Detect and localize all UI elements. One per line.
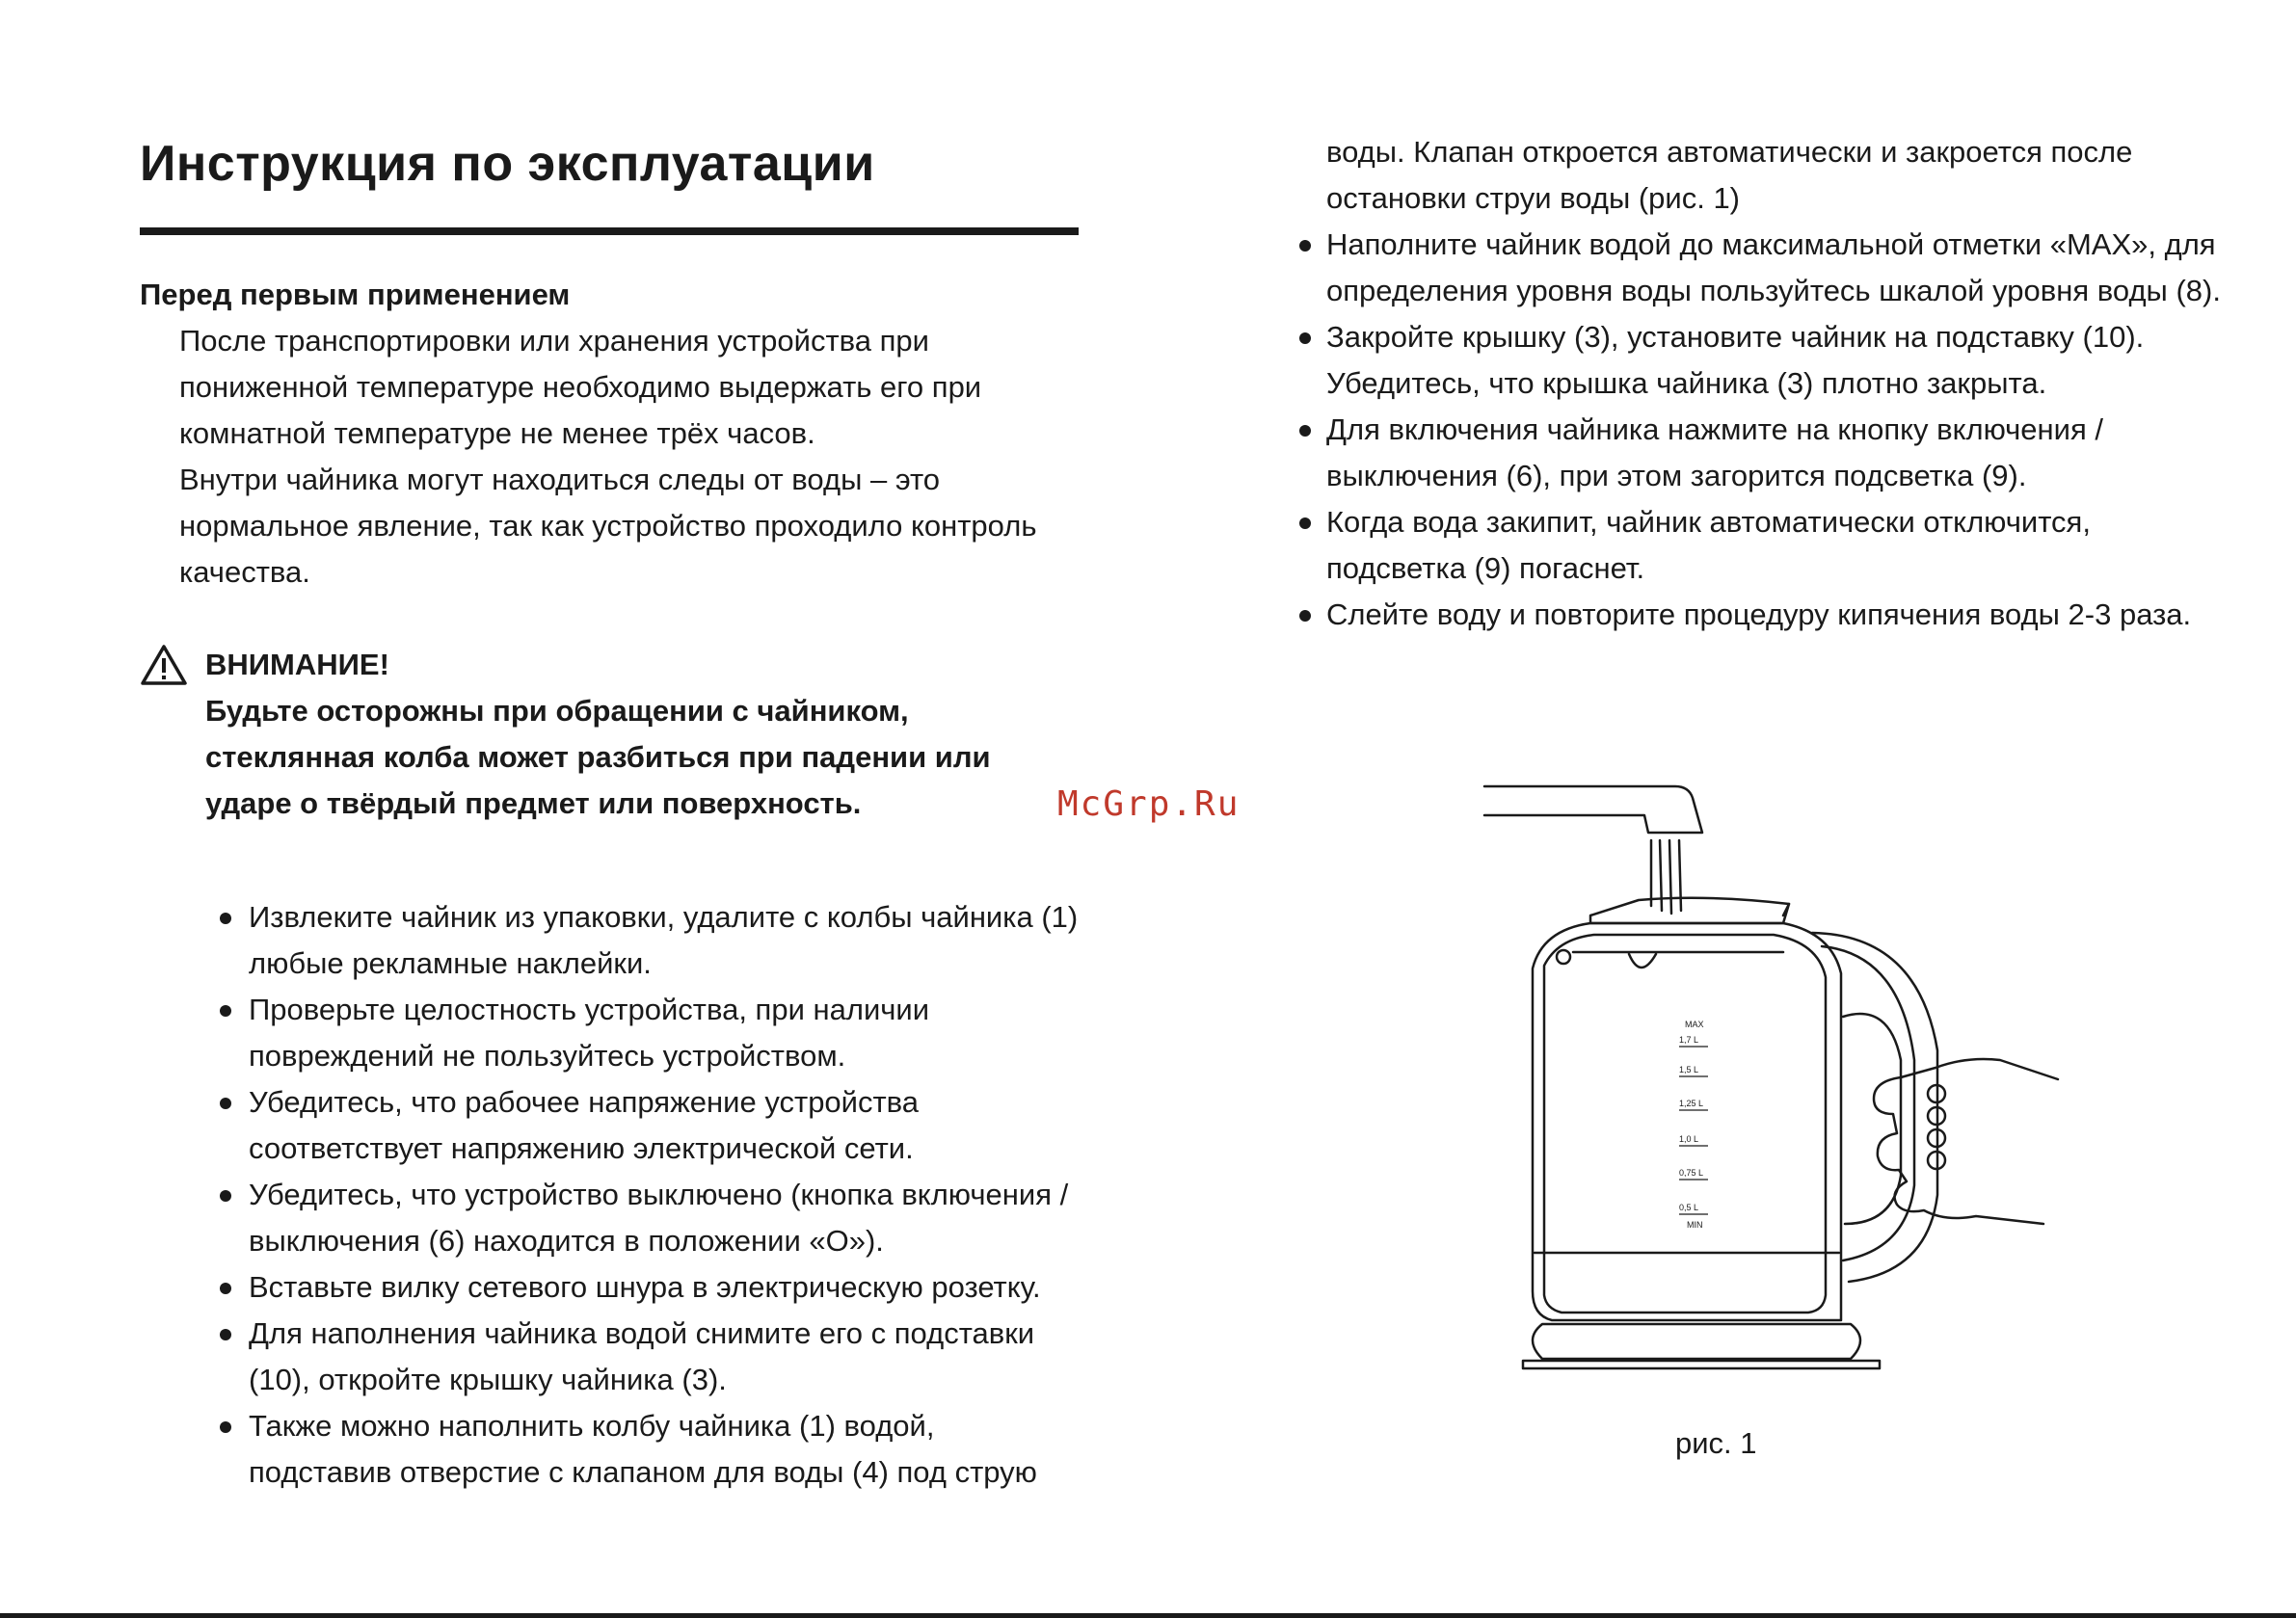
watermark: McGrp.Ru [1057, 784, 1241, 824]
water-level-scale [1679, 1020, 1708, 1230]
list-item: Убедитесь, что устройство выключено (кнопка включения / выключения (6) находится в положении «O»). [249, 1172, 1084, 1264]
list-item: Когда вода закипит, чайник автоматически отключится, подсветка (9) погаснет. [1326, 499, 2223, 592]
section-heading: Перед первым применением [140, 278, 571, 311]
scale-mark: 1,0 L [1679, 1134, 1699, 1144]
bottom-divider [0, 1613, 2296, 1618]
scale-mark: MAX [1685, 1020, 1704, 1029]
scale-mark: 1,5 L [1679, 1065, 1699, 1074]
scale-mark: MIN [1687, 1220, 1703, 1230]
title-divider [140, 227, 1079, 235]
intro-block [140, 318, 1084, 596]
list-item: Также можно наполнить колбу чайника (1) водой, подставив отверстие с клапаном для воды (4) под струю [249, 1403, 1084, 1496]
right-bullet-list [1326, 222, 2223, 638]
continuation-paragraph: воды. Клапан откроется автоматически и закроется после остановки струи воды (рис. 1) [1326, 135, 2133, 215]
intro-paragraph: Внутри чайника могут находиться следы от воды – это нормальное явление, так как устройство проходило контроль качества. [179, 463, 1037, 589]
list-item: Извлеките чайник из упаковки, удалите с колбы чайника (1) любые рекламные наклейки. [249, 894, 1084, 987]
list-item: Для включения чайника нажмите на кнопку включения / выключения (6), при этом загорится подсветка (9). [1326, 407, 2223, 499]
scale-mark: 0,75 L [1679, 1168, 1704, 1178]
list-item: Закройте крышку (3), установите чайник на подставку (10). Убедитесь, что крышка чайника (3) плотно закрыта. [1326, 314, 2223, 407]
list-item: Проверьте целостность устройства, при наличии повреждений не пользуйтесь устройством. [249, 987, 1084, 1079]
warning-text: Будьте осторожны при обращении с чайником, стеклянная колба может разбиться при падении или ударе о твёрдый предмет или поверхность. [205, 694, 991, 820]
figure-caption: рис. 1 [1675, 1426, 1757, 1460]
faucet [1484, 786, 1702, 833]
list-item: Наполните чайник водой до максимальной отметки «MAX», для определения уровня воды пользуйтесь шкалой уровня воды (8). [1326, 222, 2223, 314]
left-bullet-list [140, 894, 1084, 1496]
scale-mark: 0,5 L [1679, 1203, 1699, 1212]
left-column [140, 123, 1084, 1496]
list-item: Для наполнения чайника водой снимите его с подставки (10), откройте крышку чайника (3). [249, 1311, 1084, 1403]
list-item: Слейте воду и повторите процедуру кипячения воды 2-3 раза. [1326, 592, 2223, 638]
scale-mark: 1,25 L [1679, 1099, 1704, 1108]
kettle-base [1533, 1324, 1860, 1359]
kettle-lid [1590, 898, 1789, 923]
kettle-body [1533, 923, 1841, 1320]
right-column [1326, 129, 2223, 638]
scale-mark: 1,7 L [1679, 1035, 1699, 1045]
warning-triangle-icon [140, 644, 188, 686]
warning-title: ВНИМАНИЕ! [205, 648, 389, 681]
page-title: Инструкция по эксплуатации [140, 136, 875, 192]
intro-paragraph: После транспортировки или хранения устройства при пониженной температуре необходимо выдержать его при комнатной температуре не менее трёх часов. [179, 324, 982, 450]
warning-block [140, 642, 1084, 827]
kettle-illustration [1465, 771, 2063, 1388]
list-item: Убедитесь, что рабочее напряжение устройства соответствует напряжению электрической сети. [249, 1079, 1084, 1172]
list-item: Вставьте вилку сетевого шнура в электрическую розетку. [249, 1264, 1084, 1311]
